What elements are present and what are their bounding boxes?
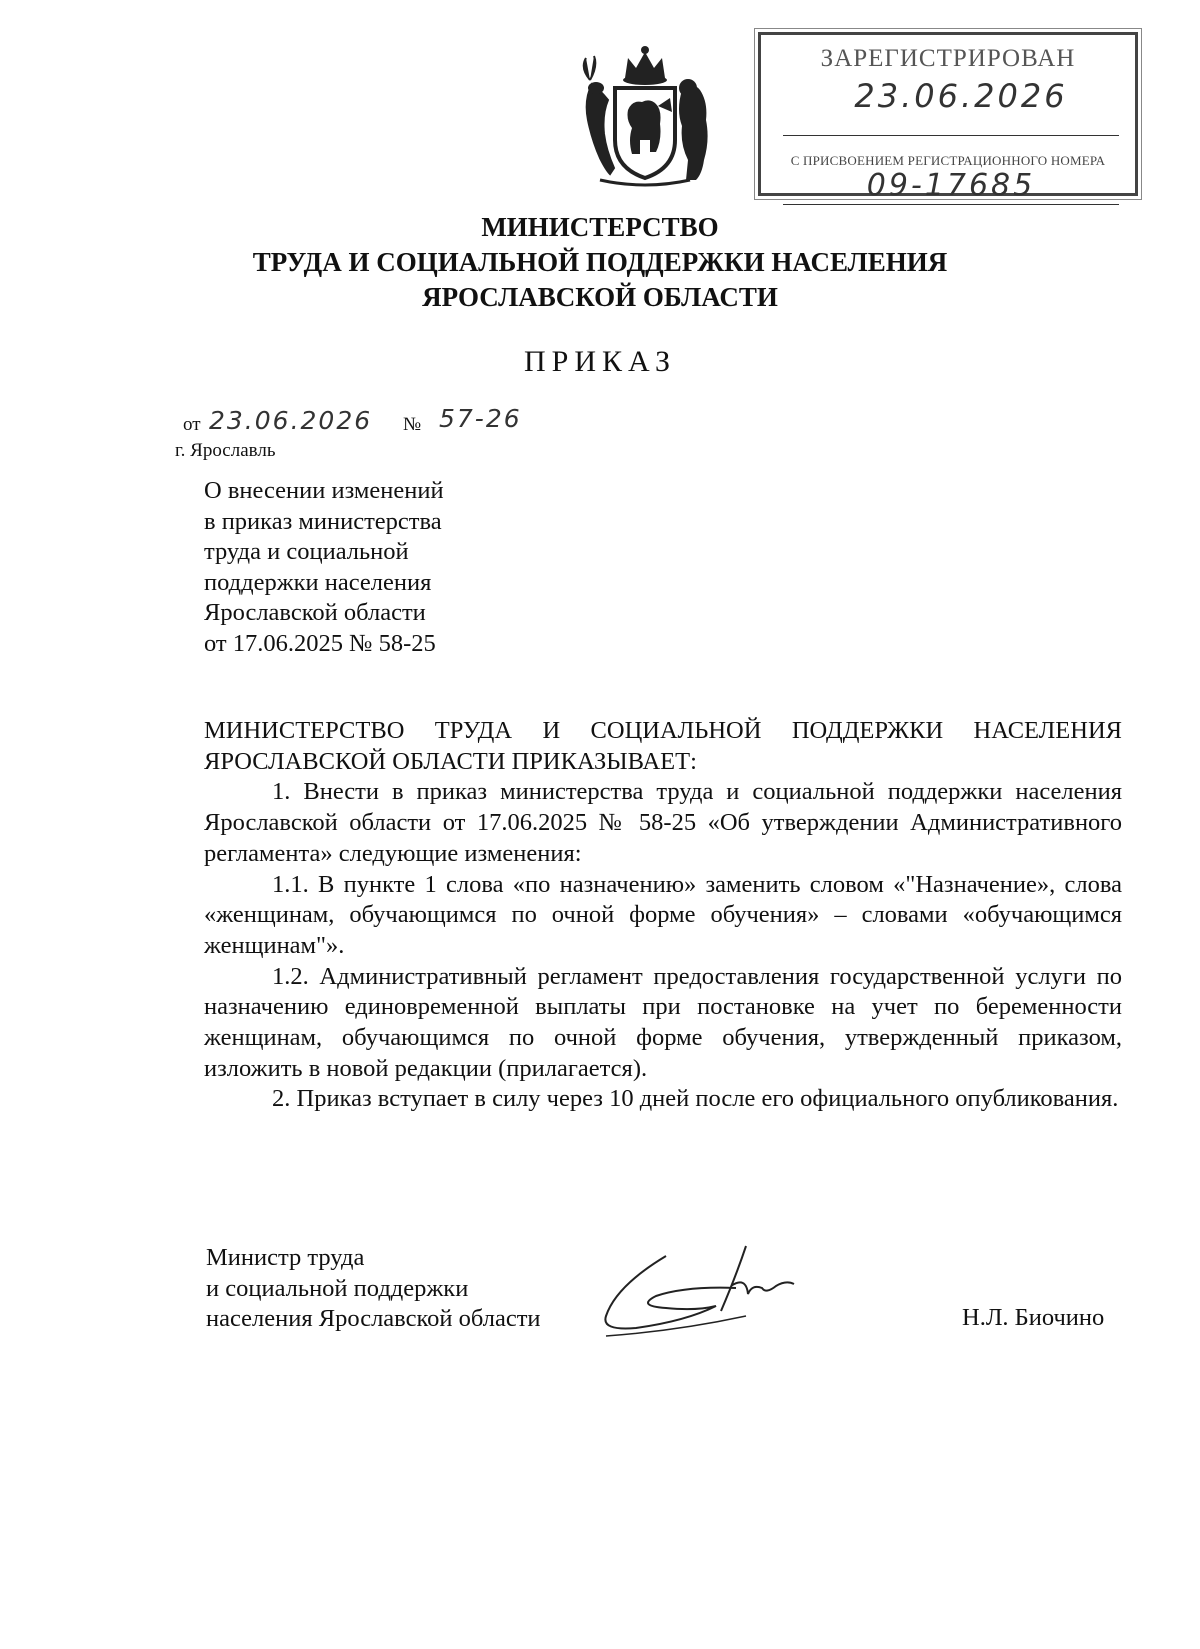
stamp-title: ЗАРЕГИСТРИРОВАН xyxy=(820,45,1076,72)
number-label: № xyxy=(403,414,422,435)
order-item-1: 1. Внести в приказ министерства труда и социальной поддержки населения Ярославской области от 17.06.2025 № 58-25 «Об утверждении Административного регламента» следующие изменения: xyxy=(204,778,1122,867)
signatory-title-line: Министр труда xyxy=(206,1244,365,1271)
order-subject xyxy=(204,476,504,659)
date-label: от xyxy=(183,414,201,435)
coat-of-arms-emblem xyxy=(570,40,720,190)
order-number: 57-26 xyxy=(439,404,522,433)
signatory-title-line: населения Ярославской области xyxy=(206,1305,541,1332)
order-preamble: МИНИСТЕРСТВО ТРУДА И СОЦИАЛЬНОЙ ПОДДЕРЖКИ НАСЕЛЕНИЯ ЯРОСЛАВСКОЙ ОБЛАСТИ ПРИКАЗЫВАЕТ: xyxy=(204,717,1122,775)
stamp-divider xyxy=(783,135,1119,136)
subject-line: поддержки населения xyxy=(204,568,432,596)
ministry-heading xyxy=(0,210,1200,315)
signatory-name: Н.Л. Биочино xyxy=(962,1304,1105,1331)
subject-line: О внесении изменений xyxy=(204,477,444,504)
order-item-2: 2. Приказ вступает в силу через 10 дней после его официального опубликования. xyxy=(272,1085,1119,1113)
stamp-date: 23.06.2026 xyxy=(854,77,1068,115)
ministry-line: МИНИСТЕРСТВО xyxy=(481,212,719,242)
registration-stamp xyxy=(758,32,1138,203)
subject-line: в приказ министерства xyxy=(204,507,442,535)
order-date: 23.06.2026 xyxy=(209,406,373,435)
handwritten-signature xyxy=(596,1236,836,1346)
stamp-registration-number: 09-17685 xyxy=(866,168,1036,203)
order-item-1-2: 1.2. Административный регламент предоставления государственной услуги по назначению единовременной выплаты при постановке на учет по беременности женщинам, обучающимся по очной форме обучения, утвержденный приказом, изложить в новой редакции (прилагается). xyxy=(204,962,1122,1082)
subject-line: Ярославской области xyxy=(204,599,426,626)
order-item-1-1: 1.1. В пункте 1 слова «по назначению» заменить словом «"Назначение», слова «женщинам, обучающимся по очной форме обучения» – словами «обучающимся женщинам"». xyxy=(204,870,1122,959)
signatory-title-line: и социальной поддержки xyxy=(206,1274,469,1302)
subject-line: от 17.06.2025 № 58-25 xyxy=(204,629,436,657)
order-city: г. Ярославль xyxy=(175,440,276,461)
document-type-title: ПРИКАЗ xyxy=(524,345,676,378)
signatory-title xyxy=(206,1243,606,1335)
ministry-line: ЯРОСЛАВСКОЙ ОБЛАСТИ xyxy=(422,282,778,312)
subject-line: труда и социальной xyxy=(204,538,409,565)
ministry-line: ТРУДА И СОЦИАЛЬНОЙ ПОДДЕРЖКИ НАСЕЛЕНИЯ xyxy=(252,247,948,277)
order-body xyxy=(204,716,1122,1115)
stamp-divider xyxy=(783,204,1119,205)
stamp-subtitle: С ПРИСВОЕНИЕМ РЕГИСТРАЦИОННОГО НОМЕРА xyxy=(790,153,1106,168)
